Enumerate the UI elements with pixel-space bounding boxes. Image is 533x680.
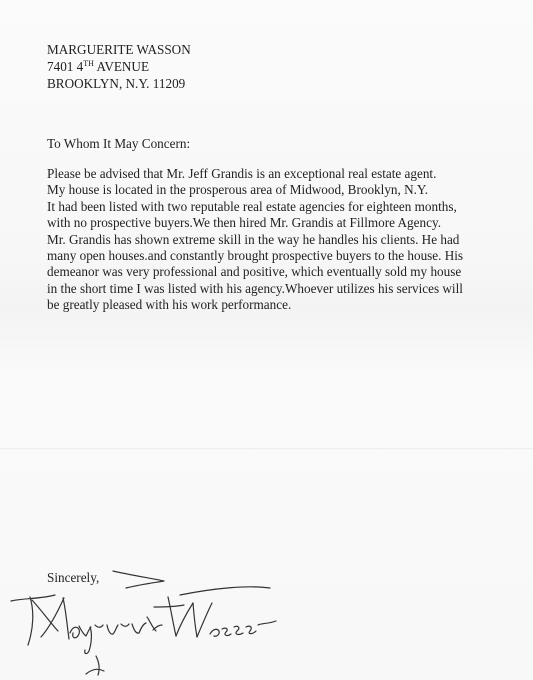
street-name: AVENUE xyxy=(93,59,150,75)
body-line: be greatly pleased with his work performance. xyxy=(47,297,292,313)
body-line: My house is located in the prosperous area of Midwood, Brooklyn, N.Y. xyxy=(47,182,429,198)
body-line: demeanor was very professional and positive, which eventually sold my house xyxy=(47,264,462,280)
body-line: Please be advised that Mr. Jeff Grandis is an exceptional real estate agent. xyxy=(47,166,437,181)
street-number: 7401 4 xyxy=(47,59,84,75)
sender-city: BROOKLYN, N.Y. 11209 xyxy=(47,76,186,92)
closing: Sincerely, xyxy=(47,570,100,585)
sender-name: MARGUERITE WASSON xyxy=(47,42,191,57)
salutation: To Whom It May Concern: xyxy=(47,136,191,151)
handwritten-signature xyxy=(0,555,533,680)
body-line: Mr. Grandis has shown extreme skill in the way he handles his clients. He had xyxy=(47,231,460,247)
body-line: many open houses.and constantly brought prospective buyers to the house. His xyxy=(47,248,464,264)
body-line: It had been listed with two reputable real estate agencies for eighteen months, xyxy=(47,198,457,214)
sender-address xyxy=(47,41,191,93)
body-line: with no prospective buyers.We then hired Mr. Grandis at Fillmore Agency. xyxy=(47,215,441,231)
letter-body xyxy=(47,166,463,314)
sender-street xyxy=(47,58,191,75)
paper-fold xyxy=(0,448,533,450)
street-suffix: TH xyxy=(83,59,94,69)
body-line: in the short time I was listed with his agency.Whoever utilizes his services will xyxy=(47,280,463,296)
